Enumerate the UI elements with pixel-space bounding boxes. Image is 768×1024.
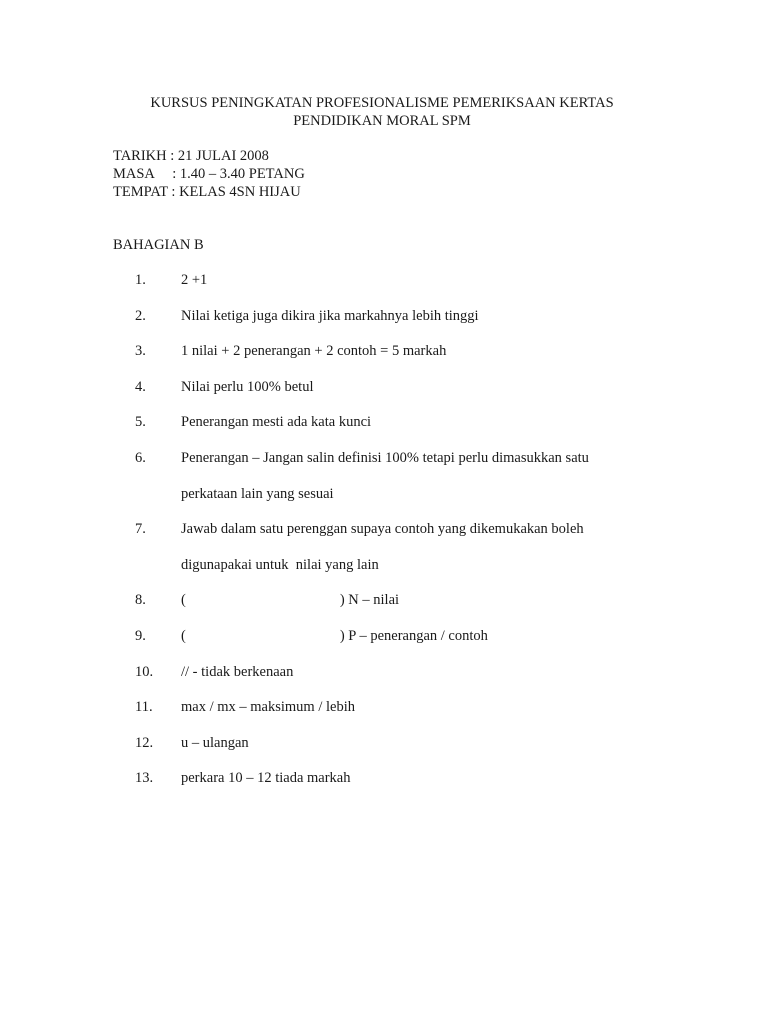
item-number: 2. [135,307,146,324]
meta-block [113,147,305,201]
title-line-1: KURSUS PENINGKATAN PROFESIONALISME PEMERIKSAAN KERTAS [150,95,614,111]
item-text: u – ulangan [181,734,249,751]
item-number: 9. [135,627,146,644]
list-item [0,342,768,378]
list-item [0,627,768,663]
list-item [0,520,768,556]
list-item [0,698,768,734]
list-item-continuation [0,485,768,521]
item-number: 8. [135,592,146,609]
items-list [0,271,768,805]
section-heading: BAHAGIAN B [113,237,204,253]
meta-masa: MASA : 1.40 – 3.40 PETANG [113,166,305,182]
item-text-continued: digunapakai untuk nilai yang lain [181,556,379,573]
item-text [181,627,488,645]
title-line-2: PENDIDIKAN MORAL SPM [293,113,471,129]
item-number: 6. [135,449,146,466]
item-number: 4. [135,378,146,395]
meta-tempat: TEMPAT : KELAS 4SN HIJAU [113,184,301,200]
open-parenthesis: ( [181,592,186,609]
item-text: // - tidak berkenaan [181,663,294,680]
item-number: 13. [135,770,154,787]
list-item-continuation [0,556,768,592]
item-text: Jawab dalam satu perenggan supaya contoh yang dikemukakan boleh [181,521,584,538]
list-item [0,663,768,699]
item-text-continued: perkataan lain yang sesuai [181,485,334,502]
item-number: 11. [135,699,153,716]
item-text: 1 nilai + 2 penerangan + 2 contoh = 5 markah [181,343,447,360]
list-item [0,734,768,770]
close-parenthesis-label: ) N – nilai [339,592,400,609]
list-item [0,449,768,485]
list-item [0,307,768,343]
item-text: perkara 10 – 12 tiada markah [181,770,351,787]
list-item [0,378,768,414]
meta-tarikh: TARIKH : 21 JULAI 2008 [113,148,269,164]
list-item [0,769,768,805]
item-number: 7. [135,521,146,538]
item-text: max / mx – maksimum / lebih [181,699,355,716]
list-item [0,413,768,449]
item-number: 1. [135,272,146,288]
list-item [0,591,768,627]
item-text [181,591,399,609]
item-text: Penerangan – Jangan salin definisi 100% tetapi perlu dimasukkan satu [181,449,589,466]
open-parenthesis: ( [181,627,186,644]
item-number: 10. [135,663,154,680]
item-text: Nilai ketiga juga dikira jika markahnya lebih tinggi [181,307,479,324]
document-title [0,94,768,130]
item-number: 5. [135,414,146,431]
item-text: Penerangan mesti ada kata kunci [181,414,372,431]
item-number: 3. [135,343,146,360]
item-number: 12. [135,734,154,751]
close-parenthesis-label: ) P – penerangan / contoh [339,627,488,644]
item-text: Nilai perlu 100% betul [181,378,314,395]
list-item [0,271,768,307]
item-text: 2 +1 [181,272,208,288]
